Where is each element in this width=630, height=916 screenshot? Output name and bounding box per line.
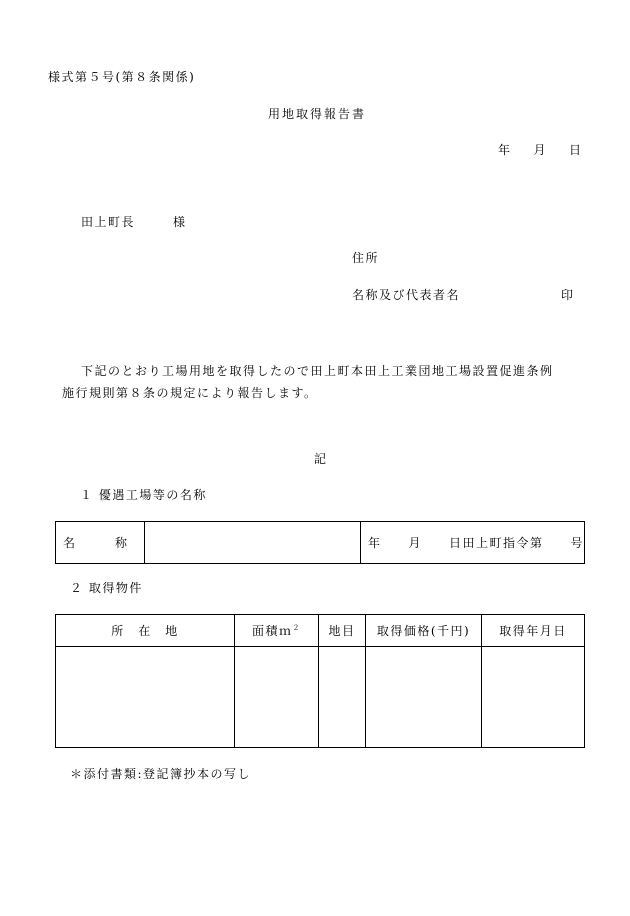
header-price: 取得価格(千円)	[366, 615, 482, 647]
section2-heading: ２ 取得物件	[70, 581, 143, 595]
address-label: 住所	[352, 251, 380, 265]
header-location	[56, 615, 235, 647]
header-location-label: 所 在 地	[111, 624, 179, 638]
document-title: 用地取得報告書	[268, 107, 367, 121]
table-row	[56, 647, 585, 748]
header-date: 取得年月日	[482, 615, 585, 647]
table-header-row	[56, 615, 585, 647]
cell-location	[56, 647, 235, 748]
representative-label: 名称及び代表者名	[352, 288, 461, 302]
date-day-label: 日	[569, 143, 583, 157]
cell-land-category	[319, 647, 366, 748]
honorific: 様	[173, 215, 187, 229]
name-label-cell	[56, 522, 145, 564]
form-number: 様式第５号(第８条関係)	[48, 70, 196, 84]
recipient: 田上町長	[81, 215, 136, 229]
seal-mark: 印	[561, 288, 575, 302]
header-area-sup: ２	[292, 624, 301, 632]
body-line-2: 施行規則第８条の規定により報告します。	[62, 386, 318, 400]
section1-heading: １ 優遇工場等の名称	[80, 488, 207, 502]
cell-area	[235, 647, 319, 748]
name-value-cell	[144, 522, 360, 564]
designation-cell	[360, 522, 584, 564]
cell-price	[366, 647, 482, 748]
addressee	[81, 216, 187, 228]
acquired-property-table	[55, 614, 585, 748]
designation-text: 年 月 日田上町指令第 号	[367, 536, 584, 550]
date-month-label: 月	[533, 143, 548, 157]
date-year-label: 年	[498, 143, 512, 157]
attachment-note: ＊添付書類:登記簿抄本の写し	[70, 767, 252, 781]
ki-heading: 記	[314, 452, 328, 466]
cell-date	[482, 647, 585, 748]
date-line	[498, 144, 583, 156]
header-area	[235, 615, 319, 647]
name-label: 名 称	[63, 536, 142, 550]
header-area-label: 面積ｍ	[251, 624, 293, 638]
header-land-category: 地目	[319, 615, 366, 647]
body-text	[62, 360, 582, 404]
facility-name-table	[55, 521, 585, 564]
body-line-1: 下記のとおり工場用地を取得したので田上町本田上工業団地工場設置促進条例	[81, 364, 554, 378]
